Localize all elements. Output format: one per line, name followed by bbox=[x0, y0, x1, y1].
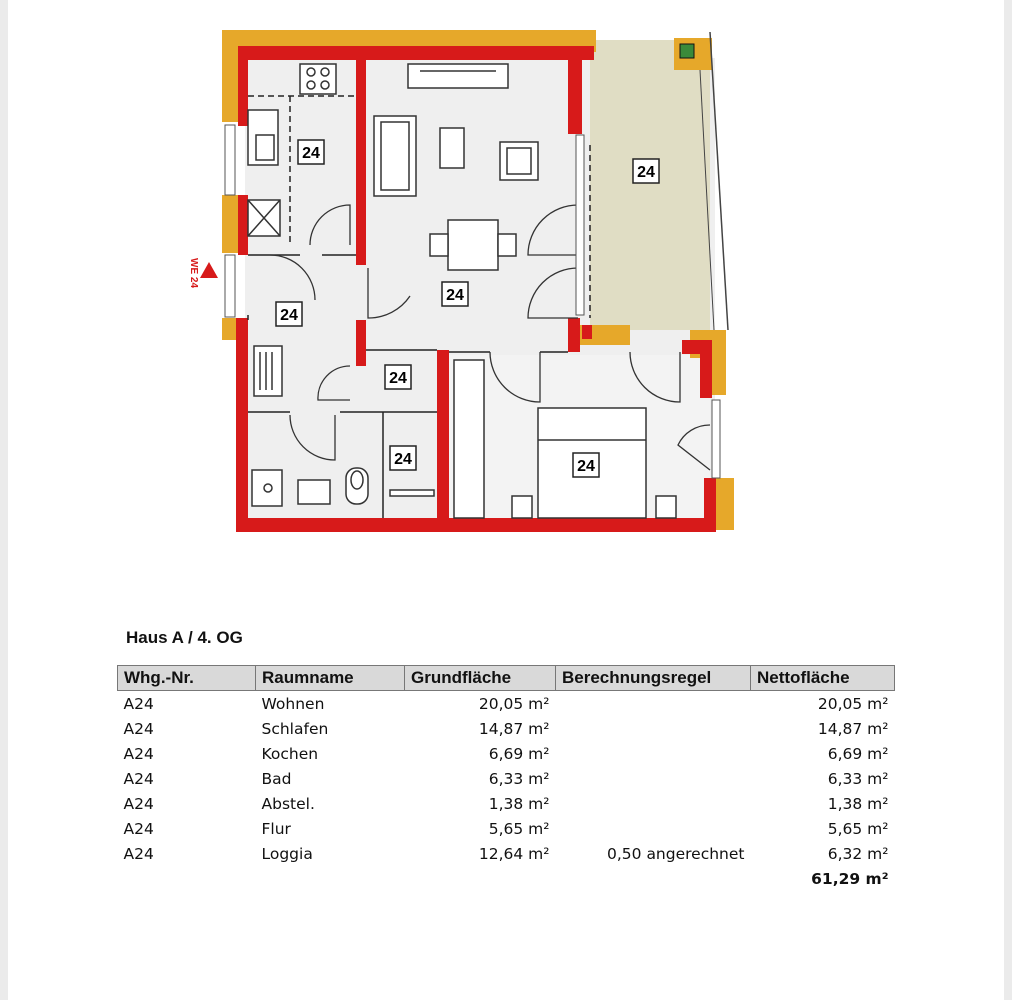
cell-net-area: 6,32 m² bbox=[827, 844, 889, 863]
entrance-label: WE 24 bbox=[188, 258, 199, 289]
column-header: Nettofläche bbox=[751, 666, 895, 691]
column-header: Whg.-Nr. bbox=[118, 666, 256, 691]
cell-room: Bad bbox=[261, 769, 292, 788]
room-label: 24 bbox=[302, 145, 320, 162]
table-row bbox=[118, 841, 895, 866]
cell-room: Flur bbox=[261, 819, 291, 838]
cell-gross-area: 12,64 m² bbox=[478, 844, 550, 863]
cell-rule: 0,50 angerechnet bbox=[607, 844, 745, 863]
cell-rule bbox=[556, 791, 751, 816]
table-row bbox=[118, 766, 895, 791]
cell-apartment: A24 bbox=[123, 694, 154, 713]
cell-apartment: A24 bbox=[123, 744, 154, 763]
cell-room: Wohnen bbox=[261, 694, 325, 713]
table-row bbox=[118, 816, 895, 841]
cell-room: Loggia bbox=[261, 844, 313, 863]
floor-heading: Haus A / 4. OG bbox=[126, 628, 243, 647]
loggia-drain-icon bbox=[680, 44, 694, 58]
table-row bbox=[118, 791, 895, 816]
cell-rule bbox=[556, 716, 751, 741]
cell-net-area: 6,69 m² bbox=[827, 744, 889, 763]
entrance-arrow-icon bbox=[200, 262, 218, 278]
room-label: 24 bbox=[394, 451, 412, 468]
area-table bbox=[117, 665, 895, 891]
room-label: 24 bbox=[637, 164, 655, 181]
cell-rule bbox=[556, 766, 751, 791]
cell-apartment: A24 bbox=[123, 719, 154, 738]
table-row bbox=[118, 716, 895, 741]
cell-gross-area: 14,87 m² bbox=[478, 719, 550, 738]
room-label: 24 bbox=[446, 287, 464, 304]
cell-rule bbox=[556, 741, 751, 766]
cell-net-area: 1,38 m² bbox=[827, 794, 889, 813]
cell-gross-area: 20,05 m² bbox=[478, 694, 550, 713]
cell-rule bbox=[556, 816, 751, 841]
cell-room: Schlafen bbox=[261, 719, 329, 738]
cell-net-area: 5,65 m² bbox=[827, 819, 889, 838]
table-header-row bbox=[118, 666, 895, 691]
cell-apartment: A24 bbox=[123, 844, 154, 863]
table-row bbox=[118, 691, 895, 717]
cell-apartment: A24 bbox=[123, 819, 154, 838]
table-row bbox=[118, 741, 895, 766]
cell-net-area: 20,05 m² bbox=[817, 694, 889, 713]
room-label: 24 bbox=[389, 370, 407, 387]
cell-apartment: A24 bbox=[123, 769, 154, 788]
cell-gross-area: 5,65 m² bbox=[488, 819, 550, 838]
column-header: Grundfläche bbox=[405, 666, 556, 691]
column-header: Berechnungsregel bbox=[556, 666, 751, 691]
room-label: 24 bbox=[577, 458, 595, 475]
total-net-area: 61,29 m² bbox=[811, 869, 889, 888]
loggia-floor bbox=[590, 40, 710, 330]
cell-net-area: 14,87 m² bbox=[817, 719, 889, 738]
column-header: Raumname bbox=[256, 666, 405, 691]
room-label: 24 bbox=[280, 307, 298, 324]
cell-gross-area: 6,69 m² bbox=[488, 744, 550, 763]
cell-gross-area: 1,38 m² bbox=[488, 794, 550, 813]
cell-net-area: 6,33 m² bbox=[827, 769, 889, 788]
cell-room: Abstel. bbox=[261, 794, 315, 813]
table-total-row bbox=[118, 866, 895, 891]
cell-room: Kochen bbox=[261, 744, 319, 763]
cell-apartment: A24 bbox=[123, 794, 154, 813]
cell-rule bbox=[556, 691, 751, 717]
cell-gross-area: 6,33 m² bbox=[488, 769, 550, 788]
